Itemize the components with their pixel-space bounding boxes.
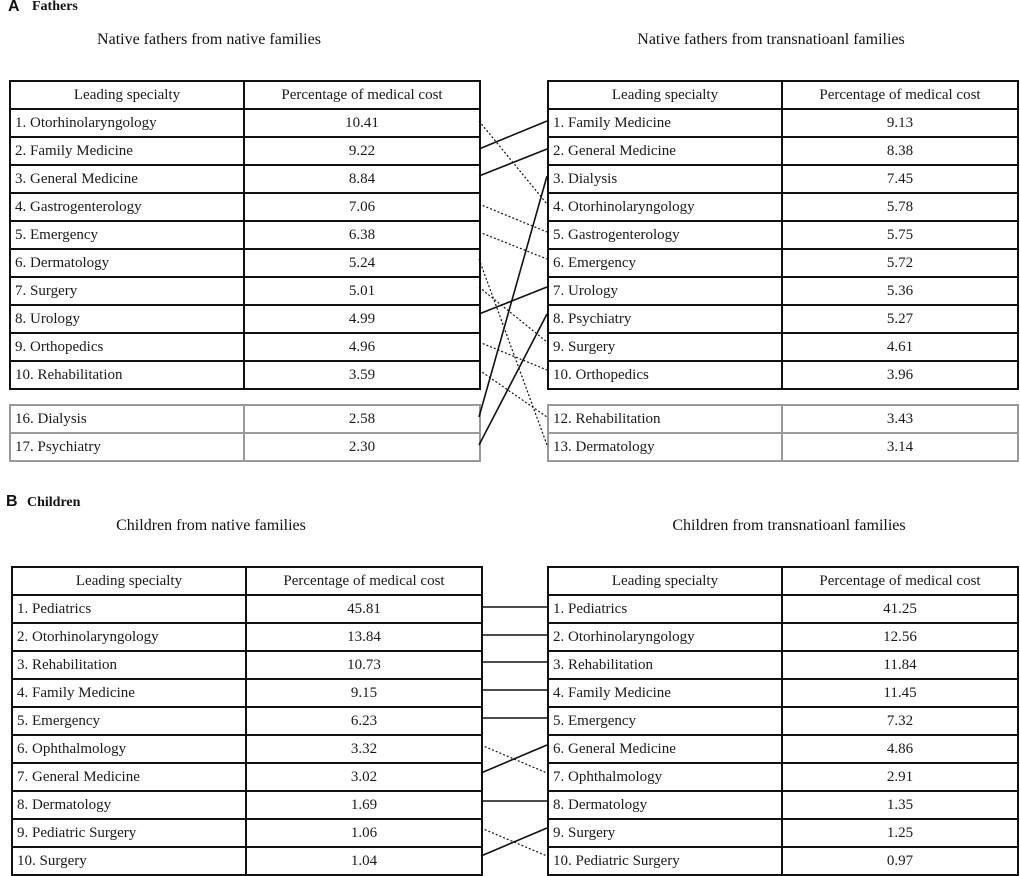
header-cost: Percentage of medical cost (782, 567, 1018, 595)
specialty-cell: 6. General Medicine (548, 735, 782, 763)
specialty-cell: 17. Psychiatry (10, 433, 244, 461)
specialty-cell: 5. Emergency (12, 707, 246, 735)
specialty-cell: 13. Dermatology (548, 433, 782, 461)
specialty-cell: 2. Family Medicine (10, 137, 244, 165)
cost-cell: 1.35 (782, 791, 1018, 819)
specialty-cell: 1. Otorhinolaryngology (10, 109, 244, 137)
specialty-cell: 3. General Medicine (10, 165, 244, 193)
cost-cell: 5.24 (244, 249, 480, 277)
specialty-cell: 4. Otorhinolaryngology (548, 193, 782, 221)
cost-cell: 7.45 (782, 165, 1018, 193)
specialty-cell: 3. Rehabilitation (12, 651, 246, 679)
cost-cell: 45.81 (246, 595, 482, 623)
cost-cell: 4.96 (244, 333, 480, 361)
cost-cell: 1.69 (246, 791, 482, 819)
cost-cell: 5.27 (782, 305, 1018, 333)
cost-cell: 1.25 (782, 819, 1018, 847)
panel-a-left-title: Native fathers from native families (97, 31, 321, 48)
specialty-cell: 10. Pediatric Surgery (548, 847, 782, 875)
cost-cell: 11.84 (782, 651, 1018, 679)
connector-orthopedics (479, 342, 547, 370)
connector-family-medicine (479, 121, 547, 149)
cost-cell: 11.45 (782, 679, 1018, 707)
cost-cell: 12.56 (782, 623, 1018, 651)
cost-cell: 7.06 (244, 193, 480, 221)
specialty-cell: 9. Pediatric Surgery (12, 819, 246, 847)
cost-cell: 4.61 (782, 333, 1018, 361)
header-specialty: Leading specialty (12, 567, 246, 595)
specialty-cell: 5. Emergency (10, 221, 244, 249)
connector-urology (479, 287, 547, 314)
panel-b-right-title: Children from transnatioanl families (672, 517, 906, 534)
cost-cell: 5.72 (782, 249, 1018, 277)
specialty-cell: 8. Dermatology (548, 791, 782, 819)
specialty-cell: 10. Rehabilitation (10, 361, 244, 389)
cost-cell: 1.04 (246, 847, 482, 875)
header-specialty: Leading specialty (548, 81, 782, 109)
specialty-cell: 10. Surgery (12, 847, 246, 875)
cost-cell: 5.36 (782, 277, 1018, 305)
specialty-cell: 1. Family Medicine (548, 109, 782, 137)
cost-cell: 2.30 (244, 433, 480, 461)
specialty-cell: 8. Urology (10, 305, 244, 333)
cost-cell: 8.84 (244, 165, 480, 193)
cost-cell: 6.38 (244, 221, 480, 249)
specialty-cell: 5. Emergency (548, 707, 782, 735)
header-cost: Percentage of medical cost (782, 81, 1018, 109)
specialty-cell: 7. Ophthalmology (548, 763, 782, 791)
specialty-cell: 1. Pediatrics (548, 595, 782, 623)
specialty-cell: 7. Surgery (10, 277, 244, 305)
specialty-cell: 6. Dermatology (10, 249, 244, 277)
connector-general-medicine (479, 149, 547, 176)
connector-dermatology (479, 259, 547, 445)
specialty-cell: 4. Gastrogenterology (10, 193, 244, 221)
connector-gastrogenterology (479, 204, 547, 232)
cost-cell: 5.01 (244, 277, 480, 305)
cost-cell: 4.86 (782, 735, 1018, 763)
cost-cell: 3.32 (246, 735, 482, 763)
cost-cell: 7.32 (782, 707, 1018, 735)
specialty-cell: 6. Emergency (548, 249, 782, 277)
specialty-cell: 2. Otorhinolaryngology (12, 623, 246, 651)
cost-cell: 10.73 (246, 651, 482, 679)
specialty-cell: 8. Dermatology (12, 791, 246, 819)
cost-cell: 9.13 (782, 109, 1018, 137)
header-cost: Percentage of medical cost (244, 81, 480, 109)
panel-b-left-title: Children from native families (116, 517, 306, 534)
specialty-cell: 12. Rehabilitation (548, 405, 782, 433)
cost-cell: 3.43 (782, 405, 1018, 433)
panel-a-title: Fathers (32, 0, 78, 14)
panel-a-right-title: Native fathers from transnatioanl families (637, 31, 905, 48)
cost-cell: 2.91 (782, 763, 1018, 791)
specialty-cell: 7. General Medicine (12, 763, 246, 791)
specialty-cell: 5. Gastrogenterology (548, 221, 782, 249)
specialty-cell: 3. Rehabilitation (548, 651, 782, 679)
specialty-cell: 3. Dialysis (548, 165, 782, 193)
specialty-cell: 1. Pediatrics (12, 595, 246, 623)
connector-rehabilitation (479, 370, 547, 417)
cost-cell: 13.84 (246, 623, 482, 651)
cost-cell: 6.23 (246, 707, 482, 735)
specialty-cell: 9. Surgery (548, 819, 782, 847)
specialty-cell: 7. Urology (548, 277, 782, 305)
specialty-cell: 9. Surgery (548, 333, 782, 361)
cost-cell: 5.75 (782, 221, 1018, 249)
specialty-cell: 6. Ophthalmology (12, 735, 246, 763)
cost-cell: 2.58 (244, 405, 480, 433)
specialty-cell: 10. Orthopedics (548, 361, 782, 389)
header-cost: Percentage of medical cost (246, 567, 482, 595)
panel-b-letter: B (6, 493, 18, 510)
cost-cell: 9.15 (246, 679, 482, 707)
specialty-cell: 4. Family Medicine (12, 679, 246, 707)
cost-cell: 0.97 (782, 847, 1018, 875)
header-specialty: Leading specialty (10, 81, 244, 109)
specialty-cell: 2. Otorhinolaryngology (548, 623, 782, 651)
cost-cell: 41.25 (782, 595, 1018, 623)
panel-b-title: Children (27, 495, 81, 510)
specialty-cell: 8. Psychiatry (548, 305, 782, 333)
specialty-cell: 4. Family Medicine (548, 679, 782, 707)
cost-cell: 9.22 (244, 137, 480, 165)
header-specialty: Leading specialty (548, 567, 782, 595)
specialty-cell: 9. Orthopedics (10, 333, 244, 361)
cost-cell: 10.41 (244, 109, 480, 137)
cost-cell: 1.06 (246, 819, 482, 847)
cost-cell: 3.14 (782, 433, 1018, 461)
cost-cell: 3.96 (782, 361, 1018, 389)
specialty-cell: 2. General Medicine (548, 137, 782, 165)
specialty-cell: 16. Dialysis (10, 405, 244, 433)
cost-cell: 5.78 (782, 193, 1018, 221)
panel-a-letter: A (8, 0, 20, 15)
cost-cell: 8.38 (782, 137, 1018, 165)
cost-cell: 4.99 (244, 305, 480, 333)
cost-cell: 3.02 (246, 763, 482, 791)
cost-cell: 3.59 (244, 361, 480, 389)
connector-emergency (479, 232, 547, 259)
